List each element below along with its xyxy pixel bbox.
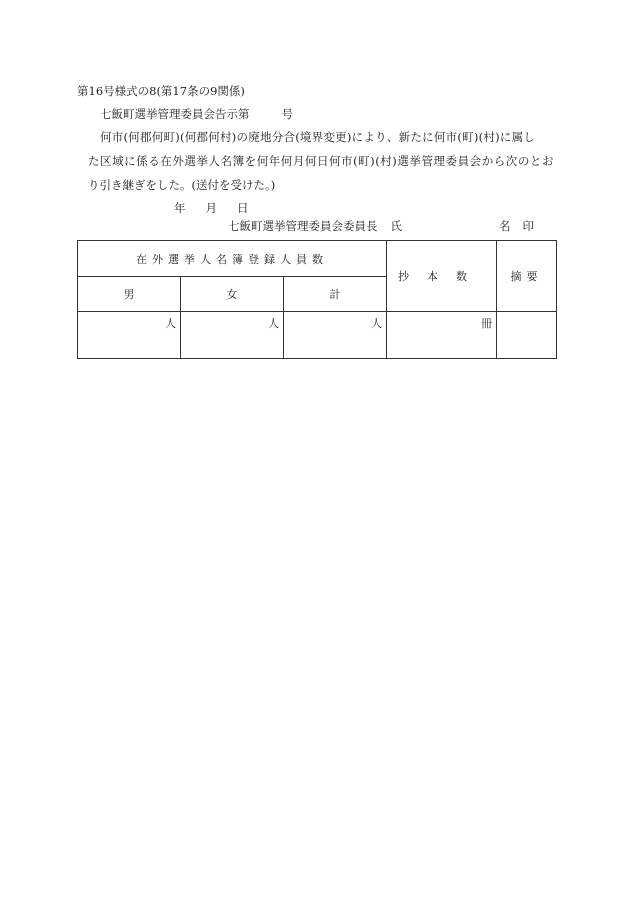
date-line: [174, 201, 249, 215]
body-text-line-3: り引き継ぎをした。(送付を受けた。): [88, 178, 276, 192]
female-count-cell: 人: [181, 312, 284, 359]
date-day: 日: [237, 201, 249, 215]
signature-shi: 氏: [390, 219, 402, 233]
date-year: 年: [174, 201, 186, 215]
chairman-title: 七飯町選挙管理委員会委員長: [228, 219, 378, 233]
notice-number-suffix: 号: [281, 107, 293, 121]
signature-line: [228, 219, 534, 233]
date-month: 月: [205, 201, 217, 215]
copies-count-cell: 冊: [387, 312, 497, 359]
signature-na: 名: [499, 219, 511, 233]
notes-header: 摘要: [497, 241, 557, 312]
total-count-cell: 人: [284, 312, 387, 359]
seal-mark: 印: [522, 219, 534, 233]
table-row: [78, 312, 557, 359]
notes-cell: [497, 312, 557, 359]
copies-header: 抄本数: [387, 241, 497, 312]
notice-title-text: 七飯町選挙管理委員会告示第: [100, 107, 250, 121]
registry-table: [77, 240, 557, 359]
form-number: 第16号様式の8(第17条の9関係): [77, 84, 245, 98]
female-header: 女: [181, 277, 284, 312]
male-count-cell: 人: [78, 312, 181, 359]
notice-title: [100, 107, 293, 121]
registered-count-header: 在外選挙人名簿登録人員数: [78, 241, 387, 277]
body-text-line-2: た区域に係る在外選挙人名簿を何年何月何日何市(町)(村)選挙管理委員会から次のとお: [88, 154, 554, 168]
male-header: 男: [78, 277, 181, 312]
table-header-row-1: [78, 241, 557, 277]
body-text-line-1: 何市(何郡何町)(何郡何村)の廃地分合(境界変更)により、新たに何市(町)(村)に属し: [100, 130, 536, 144]
total-header: 計: [284, 277, 387, 312]
